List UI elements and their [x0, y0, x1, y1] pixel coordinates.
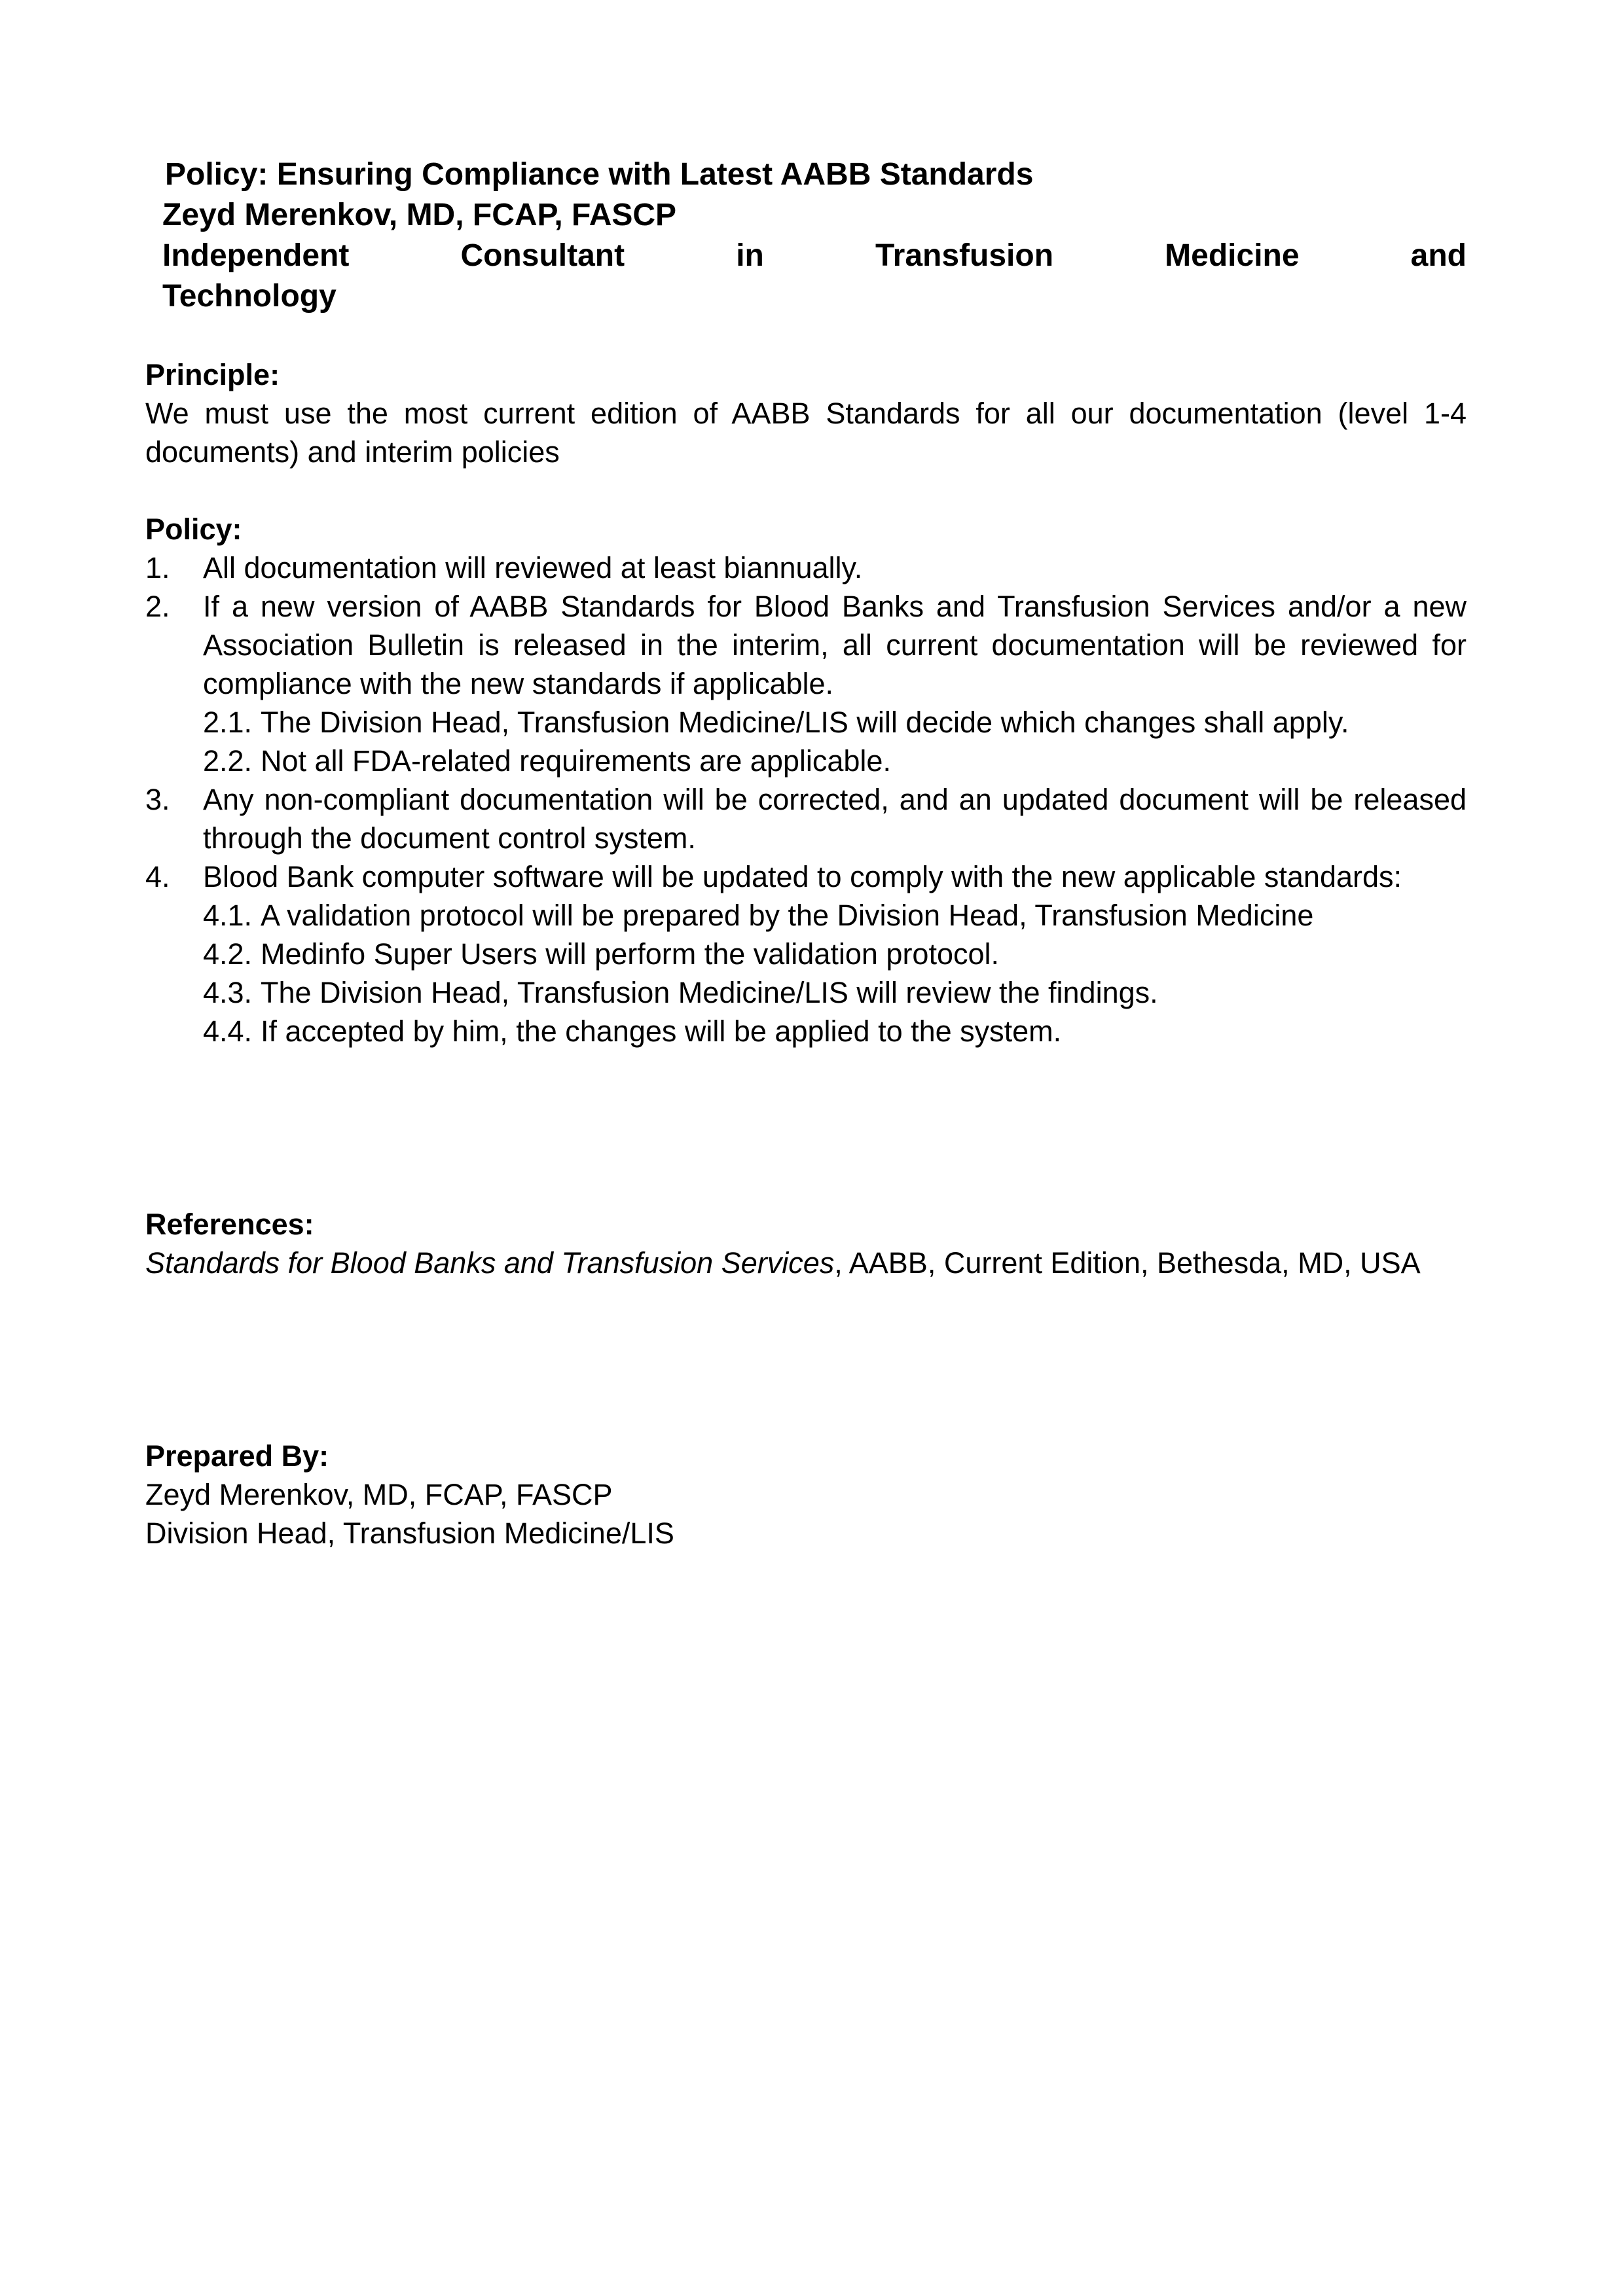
list-item-text: If a new version of AABB Standards for Blood Banks and Transfusion Services and/or a new Association Bulletin is released in the interim, all current documentation will be reviewed for compliance with the new standards if applicable.	[203, 590, 1467, 700]
list-item-number: 2.	[145, 590, 170, 623]
list-item	[145, 857, 1467, 896]
author-role-line-1: Independent Consultant in Transfusion Medicine and	[162, 238, 1467, 273]
spacer	[145, 317, 1467, 355]
list-item	[145, 548, 1467, 587]
list-item	[145, 935, 1467, 973]
document-title-block	[145, 154, 1467, 317]
author-name: Zeyd Merenkov, MD, FCAP, FASCP	[162, 198, 677, 232]
author-role-line-2: Technology	[162, 279, 337, 314]
list-item-text: A validation protocol will be prepared by the Division Head, Transfusion Medicine	[261, 899, 1314, 932]
list-item-number: 1.	[145, 551, 170, 584]
list-item-text: The Division Head, Transfusion Medicine/LIS will decide which changes shall apply.	[261, 706, 1349, 739]
list-item-text: Blood Bank computer software will be updated to comply with the new applicable standards:	[203, 860, 1402, 893]
list-item-number: 3.	[145, 783, 170, 816]
list-item-text: Medinfo Super Users will perform the validation protocol.	[261, 937, 1000, 971]
principle-body: We must use the most current edition of AABB Standards for all our documentation (level 1-4 documents) and interim policies	[145, 397, 1467, 469]
reference-citation-rest: , AABB, Current Edition, Bethesda, MD, USA	[834, 1246, 1421, 1280]
spacer	[145, 1282, 1467, 1437]
principle-heading: Principle:	[145, 358, 280, 391]
list-item-number: 4.2.	[203, 937, 253, 971]
list-item	[145, 973, 1467, 1012]
list-item-number: 4.4.	[203, 1014, 253, 1048]
list-item-text: Any non-compliant documentation will be corrected, and an updated document will be released through the document control system.	[203, 783, 1467, 855]
list-item	[145, 703, 1467, 742]
list-item-number: 4.1.	[203, 899, 253, 932]
list-item-number: 4.	[145, 860, 170, 893]
list-item	[145, 896, 1467, 935]
list-item	[145, 780, 1467, 857]
reference-citation-title: Standards for Blood Banks and Transfusion Services	[145, 1246, 835, 1280]
prepared-by-heading: Prepared By:	[145, 1439, 329, 1473]
list-item-number: 2.1.	[203, 706, 253, 739]
policy-heading: Policy:	[145, 512, 242, 546]
list-item	[145, 742, 1467, 780]
list-item-number: 2.2.	[203, 744, 253, 778]
prepared-by-name: Zeyd Merenkov, MD, FCAP, FASCP	[145, 1478, 613, 1511]
spacer	[145, 1050, 1467, 1205]
list-item-text: If accepted by him, the changes will be applied to the system.	[261, 1014, 1062, 1048]
list-item	[145, 587, 1467, 703]
references-heading: References:	[145, 1208, 314, 1241]
reference-citation	[145, 1244, 1467, 1282]
list-item-text: The Division Head, Transfusion Medicine/LIS will review the findings.	[261, 976, 1158, 1009]
page-title: Policy: Ensuring Compliance with Latest AABB Standards	[165, 157, 1034, 192]
list-item-text: Not all FDA-related requirements are applicable.	[261, 744, 891, 778]
list-item-text: All documentation will reviewed at least biannually.	[203, 551, 863, 584]
list-item-number: 4.3.	[203, 976, 253, 1009]
prepared-by-role: Division Head, Transfusion Medicine/LIS	[145, 1516, 674, 1550]
policy-list	[145, 548, 1467, 1050]
list-item	[145, 1012, 1467, 1050]
spacer	[145, 471, 1467, 510]
document-body	[145, 154, 1467, 1552]
